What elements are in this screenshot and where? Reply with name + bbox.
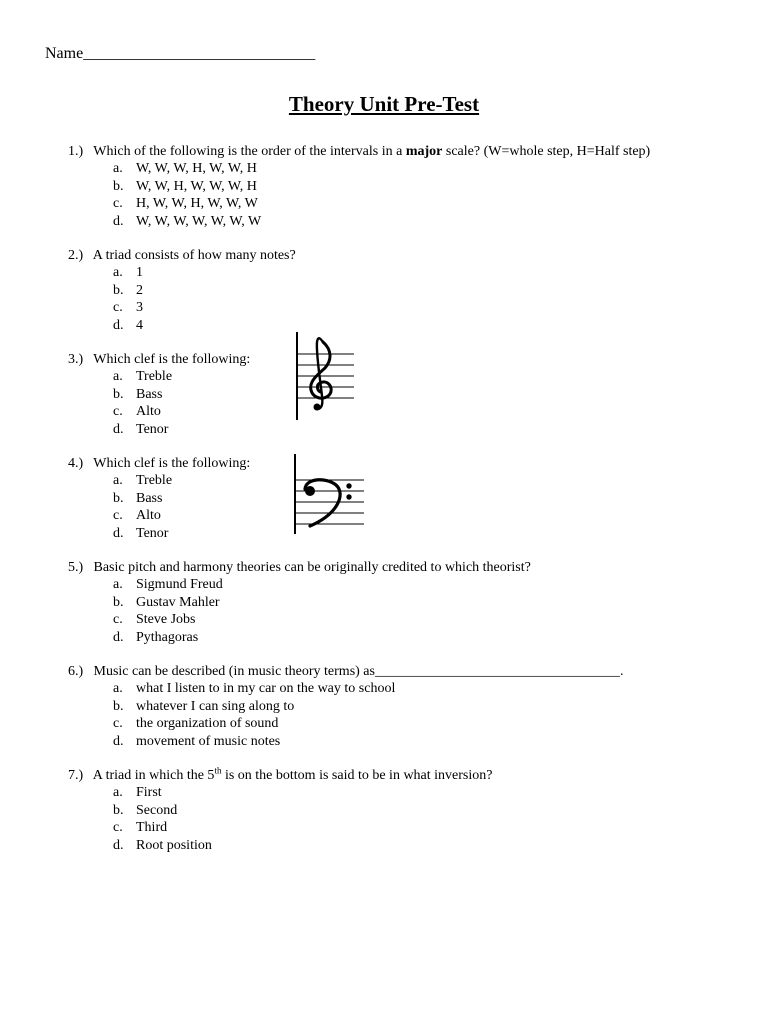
option-list [68,368,250,438]
option-letter: b. [113,282,124,298]
option-list [68,784,492,854]
option-d[interactable] [68,213,650,230]
option-letter: a. [113,265,123,281]
option-b[interactable] [68,386,250,403]
name-blank[interactable]: _____________________________ [83,45,316,62]
option-letter: b. [113,490,124,506]
ordinal-superscript: th [214,765,222,776]
option-letter: c. [113,612,123,628]
option-d[interactable] [68,421,250,438]
option-letter: a. [113,681,123,697]
question-4 [68,455,250,542]
option-letter: b. [113,698,124,714]
option-letter: d. [113,421,124,437]
option-letter: d. [113,629,124,645]
question-stem [68,351,250,368]
option-text: whatever I can sing along to [136,698,295,714]
option-text: Steve Jobs [136,612,196,628]
option-a[interactable] [68,264,296,281]
question-stem [68,455,250,472]
option-letter: a. [113,785,123,801]
option-letter: b. [113,178,124,194]
option-b[interactable] [68,178,650,195]
option-text: Sigmund Freud [136,577,223,593]
option-text: W, W, W, H, W, W, H [136,161,257,177]
option-text: Bass [136,386,163,402]
option-list [68,264,296,334]
question-number: 3.) [68,352,84,367]
question-number: 6.) [68,664,84,679]
option-text: Treble [136,473,173,489]
option-text: Third [136,820,168,836]
option-letter: a. [113,473,123,489]
question-number: 1.) [68,144,84,159]
option-b[interactable] [68,282,296,299]
option-list [68,576,531,646]
option-a[interactable] [68,576,531,593]
option-text: 3 [136,300,143,316]
question-5 [68,559,531,646]
option-c[interactable] [68,715,623,732]
option-text: Tenor [136,421,169,437]
option-text: Alto [136,508,161,524]
option-text: Root position [136,837,212,853]
option-a[interactable] [68,160,650,177]
option-list [68,472,250,542]
option-letter: c. [113,196,123,212]
option-b[interactable] [68,802,492,819]
option-letter: c. [113,508,123,524]
option-list [68,160,650,230]
option-b[interactable] [68,594,531,611]
option-text: Second [136,802,178,818]
option-text: First [136,785,162,801]
option-c[interactable] [68,195,650,212]
option-a[interactable] [68,368,250,385]
option-c[interactable] [68,299,296,316]
option-letter: d. [113,213,124,229]
question-text-after: scale? (W=whole step, H=Half step) [442,144,651,159]
option-d[interactable] [68,317,296,334]
name-line [45,45,315,63]
question-stem [68,559,531,576]
question-text-before: A triad in which the 5 [92,768,215,783]
option-text: 4 [136,317,143,333]
question-text: Music can be described (in music theory terms) as___________________________________. [93,664,624,679]
option-a[interactable] [68,784,492,801]
question-7 [68,767,492,854]
question-number: 7.) [68,768,84,783]
treble-clef-icon [292,328,356,424]
option-text: what I listen to in my car on the way to school [136,681,396,697]
question-6 [68,663,623,750]
option-a[interactable] [68,680,623,697]
option-text: W, W, H, W, W, W, H [136,178,257,194]
option-text: Gustav Mahler [136,594,220,610]
option-letter: c. [113,820,123,836]
question-number: 2.) [68,248,84,263]
question-text: A triad consists of how many notes? [92,248,296,263]
option-letter: b. [113,594,124,610]
option-letter: d. [113,525,124,541]
treble-clef-image [292,328,356,429]
option-text: Alto [136,404,161,420]
option-c[interactable] [68,819,492,836]
option-text: 2 [136,282,143,298]
option-c[interactable] [68,507,250,524]
question-1 [68,143,650,230]
option-text: H, W, W, H, W, W, W [136,196,258,212]
option-text: W, W, W, W, W, W, W [136,213,262,229]
page-title: Theory Unit Pre-Test [288,92,480,116]
option-letter: b. [113,802,124,818]
question-2 [68,247,296,334]
option-d[interactable] [68,629,531,646]
option-letter: b. [113,386,124,402]
option-letter: d. [113,837,124,853]
option-letter: a. [113,577,123,593]
option-b[interactable] [68,698,623,715]
option-letter: d. [113,733,124,749]
option-letter: a. [113,161,123,177]
option-letter: c. [113,300,123,316]
question-stem [68,247,296,264]
option-letter: c. [113,404,123,420]
question-stem [68,143,650,160]
option-c[interactable] [68,403,250,420]
question-text-after: is on the bottom is said to be in what inversion? [221,768,493,783]
option-d[interactable] [68,837,492,854]
option-a[interactable] [68,472,250,489]
option-text: movement of music notes [136,733,281,749]
question-stem [68,767,492,784]
option-b[interactable] [68,490,250,507]
question-text: Which clef is the following: [93,352,251,367]
option-d[interactable] [68,525,250,542]
option-c[interactable] [68,611,531,628]
question-text-before: Which of the following is the order of the intervals in a [93,144,406,159]
question-3 [68,351,250,438]
bass-clef-image [290,452,366,549]
question-text: Which clef is the following: [93,456,251,471]
option-letter: a. [113,369,123,385]
option-text: the organization of sound [136,716,279,732]
bass-clef-icon [290,452,366,544]
option-text: 1 [136,265,143,281]
question-text-bold: major [405,144,443,159]
option-letter: c. [113,716,123,732]
option-list [68,680,623,750]
question-number: 4.) [68,456,84,471]
question-text: Basic pitch and harmony theories can be originally credited to which theorist? [93,560,531,575]
name-label: Name [45,45,84,62]
option-letter: d. [113,317,124,333]
option-d[interactable] [68,733,623,750]
question-stem [68,663,623,680]
option-text: Bass [136,490,163,506]
option-text: Treble [136,369,173,385]
option-text: Tenor [136,525,169,541]
question-number: 5.) [68,560,84,575]
option-text: Pythagoras [136,629,199,645]
